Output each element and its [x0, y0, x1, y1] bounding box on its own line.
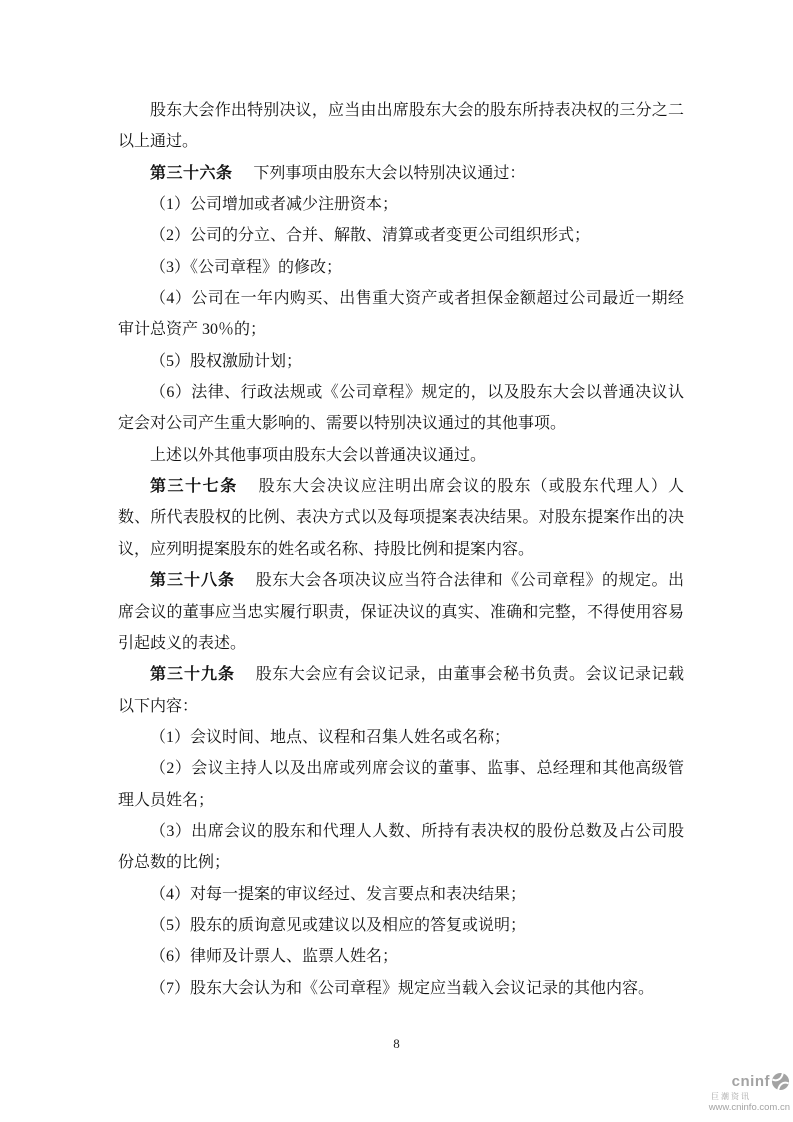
article-number: 第三十八条 [150, 572, 235, 590]
paragraph-text: 股东大会应有会议记录，由董事会秘书负责。会议记录记载以下内容： [118, 666, 684, 715]
paragraph-text: 下列事项由股东大会以特别决议通过： [253, 164, 526, 182]
paragraph [118, 252, 684, 283]
paragraph-text: （4）公司在一年内购买、出售重大资产或者担保金额超过公司最近一期经审计总资产 30％的； [118, 290, 684, 339]
paragraph-text: （5）股权激励计划； [150, 352, 303, 370]
paragraph-text: （1）公司增加或者减少注册资本； [150, 196, 399, 214]
article-number: 第三十七条 [150, 478, 238, 496]
paragraph [118, 659, 684, 722]
paragraph-text: （1）会议时间、地点、议程和召集人姓名或名称； [150, 728, 511, 746]
paragraph-text: 股东大会各项决议应当符合法律和《公司章程》的规定。出席会议的董事应当忠实履行职责，保证决议的真实、准确和完整，不得使用容易引起歧义的表述。 [118, 572, 684, 652]
paragraph [118, 722, 684, 753]
page-number: 8 [393, 1036, 400, 1051]
paragraph [118, 471, 684, 565]
paragraph [118, 158, 684, 189]
paragraph [118, 220, 684, 251]
paragraph-text: （3）出席会议的股东和代理人人数、所持有表决权的股份总数及占公司股份总数的比例； [118, 822, 684, 872]
paragraph [118, 816, 684, 879]
paragraph-text: （6）律师及计票人、监票人姓名； [150, 948, 399, 966]
paragraph-text: （6）法律、行政法规或《公司章程》规定的，以及股东大会以普通决议认定会对公司产生重大影响的、需要以特别决议通过的其他事项。 [118, 384, 684, 433]
paragraph-text: 上述以外其他事项由股东大会以普通决议通过。 [150, 446, 487, 464]
logo-brand-text: cninf [731, 1073, 770, 1090]
logo-url: www.cninfo.com.cn [708, 1102, 790, 1113]
paragraph-text: （7）股东大会认为和《公司章程》规定应当载入会议记录的其他内容。 [150, 979, 655, 997]
paragraph [118, 941, 684, 972]
paragraph-text: 股东大会决议应注明出席会议的股东（或股东代理人）人数、所代表股权的比例、表决方式以及每项提案表决结果。对股东提案作出的决议，应列明提案股东的姓名或名称、持股比例和提案内容。 [118, 478, 684, 558]
document-body [118, 95, 684, 1004]
paragraph [118, 565, 684, 659]
paragraph [118, 95, 684, 158]
paragraph-text: （4）对每一提案的审议经过、发言要点和表决结果； [150, 885, 527, 903]
swirl-icon [771, 1072, 790, 1091]
paragraph [118, 973, 684, 1004]
article-number: 第三十九条 [150, 666, 235, 684]
paragraph [118, 440, 684, 471]
logo-brand-row [690, 1072, 790, 1091]
paragraph [118, 189, 684, 220]
paragraph [118, 753, 684, 816]
paragraph [118, 879, 684, 910]
paragraph [118, 283, 684, 346]
paragraph [118, 346, 684, 377]
paragraph-text: （3）《公司章程》的修改； [150, 258, 343, 276]
cninfo-logo [690, 1072, 790, 1113]
paragraph-text: 股东大会作出特别决议，应当由出席股东大会的股东所持表决权的三分之二以上通过。 [118, 102, 684, 151]
article-number: 第三十六条 [150, 164, 233, 182]
paragraph-text: （2）公司的分立、合并、解散、清算或者变更公司组织形式； [150, 227, 591, 245]
paragraph [118, 910, 684, 941]
paragraph-text: （2）会议主持人以及出席或列席会议的董事、监事、总经理和其他高级管理人员姓名； [118, 760, 684, 809]
paragraph [118, 377, 684, 440]
logo-subtitle: 巨潮资讯 [711, 1092, 751, 1101]
paragraph-text: （5）股东的质询意见或建议以及相应的答复或说明； [150, 916, 527, 934]
